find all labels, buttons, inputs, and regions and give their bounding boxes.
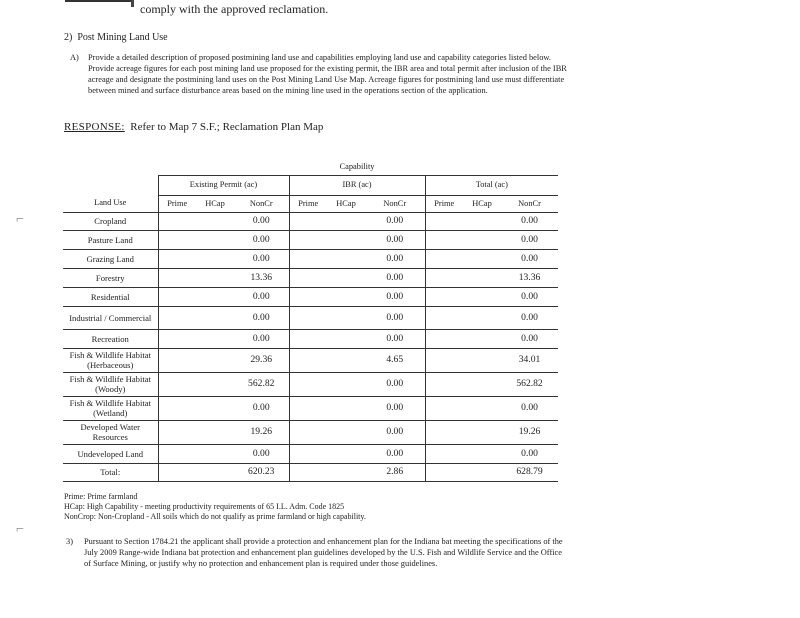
scan-mark: ⌐: [16, 522, 24, 537]
hcap-cell: [327, 212, 365, 230]
item-a-label: A): [70, 53, 79, 62]
hcap-cell: [196, 372, 234, 396]
group-header-ibr: IBR (ac): [289, 175, 425, 195]
ibr-noncr-cell: 0.00: [365, 372, 425, 396]
land-use-cell: Forestry: [63, 268, 158, 287]
land-use-cell: Grazing Land: [63, 249, 158, 268]
total-noncr-cell: 0.00: [501, 396, 558, 420]
prime-cell: [425, 230, 463, 249]
ibr-noncr-cell: 4.65: [365, 348, 425, 372]
ibr-noncr-cell: 0.00: [365, 306, 425, 329]
existing-noncr-cell: 0.00: [234, 230, 289, 249]
prime-cell: [158, 420, 196, 444]
total-noncr-cell: 562.82: [501, 372, 558, 396]
response-text: Refer to Map 7 S.F.; Reclamation Plan Map: [130, 121, 324, 133]
hcap-cell: [463, 396, 501, 420]
existing-noncr-cell: 620.23: [234, 463, 289, 481]
section-title: Post Mining Land Use: [77, 32, 168, 43]
hcap-cell: [463, 268, 501, 287]
existing-noncr-cell: 29.36: [234, 348, 289, 372]
note-hcap: HCap: High Capability - meeting productivity requirements of 65 I.L. Adm. Code 1825: [64, 502, 345, 511]
prime-cell: [158, 396, 196, 420]
table-row: [63, 329, 558, 348]
existing-noncr-cell: 0.00: [234, 329, 289, 348]
existing-noncr-cell: 562.82: [234, 372, 289, 396]
group-header-existing: Existing Permit (ac): [158, 175, 289, 195]
existing-noncr-cell: 0.00: [234, 249, 289, 268]
prime-cell: [158, 463, 196, 481]
ibr-noncr-cell: 0.00: [365, 268, 425, 287]
prime-cell: [289, 329, 327, 348]
total-noncr-cell: 0.00: [501, 230, 558, 249]
hcap-cell: [463, 287, 501, 306]
hcap-cell: [196, 420, 234, 444]
sub-header-prime: Prime: [289, 195, 327, 212]
hcap-cell: [463, 463, 501, 481]
response-label: RESPONSE:: [64, 121, 125, 133]
total-noncr-cell: 0.00: [501, 287, 558, 306]
prime-cell: [158, 348, 196, 372]
item-3-text: Pursuant to Section 1784.21 the applicant shall provide a protection and enhancement plan for the Indiana bat meeting the specifications of the July 2009 Range-wide Indiana bat protection and enhancement plan guidelines developed by the U.S. Fish and Wildlife Service and the Office of Surface Mining, or justify why no protection and enhancement plan is required under those guidelines.: [84, 537, 563, 568]
header-continuation: comply with the approved reclamation.: [140, 2, 329, 16]
table-row: [63, 287, 558, 306]
hcap-cell: [463, 372, 501, 396]
hcap-cell: [327, 372, 365, 396]
section-heading: [64, 32, 168, 43]
table-row: [63, 463, 558, 481]
hcap-cell: [327, 329, 365, 348]
prime-cell: [425, 420, 463, 444]
prime-cell: [158, 329, 196, 348]
ibr-noncr-cell: 0.00: [365, 212, 425, 230]
hcap-cell: [463, 306, 501, 329]
land-use-header: Land Use: [63, 195, 158, 212]
prime-cell: [425, 463, 463, 481]
table-row: [63, 372, 558, 396]
prime-cell: [158, 212, 196, 230]
existing-noncr-cell: 13.36: [234, 268, 289, 287]
section-number: 2): [64, 32, 73, 43]
hcap-cell: [327, 249, 365, 268]
prime-cell: [158, 268, 196, 287]
existing-noncr-cell: 0.00: [234, 444, 289, 463]
existing-noncr-cell: 0.00: [234, 212, 289, 230]
hcap-cell: [196, 212, 234, 230]
hcap-cell: [327, 396, 365, 420]
item-a-text: Provide a detailed description of proposed postmining land use and capabilities employing land use and capability categories listed below. Provide acreage figures for each post mining land use proposed for the existing permit, the IBR area and total permit after inclusion of the IBR acreage and designate the postmining land uses on the Post Mining Land Use Map. Acreage figures for postmining land use must differentiate between mined and surface disturbance areas based on the mining line used in the operations section of the application.: [88, 53, 567, 95]
hcap-cell: [463, 249, 501, 268]
prime-cell: [425, 444, 463, 463]
land-use-cell: Industrial / Commercial: [63, 306, 158, 329]
total-noncr-cell: 13.36: [501, 268, 558, 287]
table-row: [63, 396, 558, 420]
land-use-cell: Fish & Wildlife Habitat (Wetland): [63, 396, 158, 420]
prime-cell: [158, 444, 196, 463]
table-row: [63, 249, 558, 268]
note-prime: Prime: Prime farmland: [64, 492, 138, 501]
land-use-cell: Pasture Land: [63, 230, 158, 249]
scan-mark: ⌐: [16, 212, 24, 227]
sub-header-prime: Prime: [425, 195, 463, 212]
hcap-cell: [327, 444, 365, 463]
hcap-cell: [463, 420, 501, 444]
existing-noncr-cell: 0.00: [234, 396, 289, 420]
table-row: [63, 306, 558, 329]
prime-cell: [289, 420, 327, 444]
total-noncr-cell: 0.00: [501, 212, 558, 230]
note-noncrop: NonCrop: Non-Cropland - All soils which do not qualify as prime farmland or high capability.: [64, 512, 366, 521]
total-noncr-cell: 34.01: [501, 348, 558, 372]
prime-cell: [289, 212, 327, 230]
group-header-total: Total (ac): [425, 175, 558, 195]
total-noncr-cell: 19.26: [501, 420, 558, 444]
hcap-cell: [463, 329, 501, 348]
table-row: [63, 268, 558, 287]
header-rule-tick: [131, 0, 134, 7]
total-noncr-cell: 0.00: [501, 306, 558, 329]
hcap-cell: [196, 230, 234, 249]
item-3-number: 3): [66, 537, 73, 546]
hcap-cell: [196, 249, 234, 268]
hcap-cell: [327, 268, 365, 287]
prime-cell: [289, 463, 327, 481]
total-noncr-cell: 0.00: [501, 249, 558, 268]
hcap-cell: [196, 329, 234, 348]
land-use-cell: Recreation: [63, 329, 158, 348]
sub-header-noncr: NonCr: [501, 195, 558, 212]
hcap-cell: [463, 444, 501, 463]
capability-table: [63, 159, 558, 482]
header-rule: [65, 0, 131, 7]
sub-header-prime: Prime: [158, 195, 196, 212]
table-row: [63, 420, 558, 444]
prime-cell: [158, 287, 196, 306]
prime-cell: [289, 287, 327, 306]
prime-cell: [425, 372, 463, 396]
prime-cell: [289, 348, 327, 372]
ibr-noncr-cell: 0.00: [365, 444, 425, 463]
hcap-cell: [196, 444, 234, 463]
prime-cell: [289, 306, 327, 329]
land-use-cell: Cropland: [63, 212, 158, 230]
hcap-cell: [327, 287, 365, 306]
hcap-cell: [327, 420, 365, 444]
prime-cell: [425, 268, 463, 287]
existing-noncr-cell: 0.00: [234, 306, 289, 329]
ibr-noncr-cell: 0.00: [365, 230, 425, 249]
table-row: [63, 230, 558, 249]
prime-cell: [289, 396, 327, 420]
prime-cell: [289, 268, 327, 287]
sub-header-noncr: NonCr: [234, 195, 289, 212]
hcap-cell: [196, 268, 234, 287]
prime-cell: [158, 306, 196, 329]
hcap-cell: [463, 230, 501, 249]
ibr-noncr-cell: 2.86: [365, 463, 425, 481]
prime-cell: [289, 230, 327, 249]
prime-cell: [425, 287, 463, 306]
prime-cell: [425, 306, 463, 329]
prime-cell: [425, 249, 463, 268]
land-use-cell: Total:: [63, 463, 158, 481]
land-use-cell: Fish & Wildlife Habitat (Herbaceous): [63, 348, 158, 372]
hcap-cell: [327, 230, 365, 249]
capability-header: Capability: [339, 161, 375, 171]
prime-cell: [158, 230, 196, 249]
response-line: [64, 121, 323, 133]
land-use-cell: Fish & Wildlife Habitat (Woody): [63, 372, 158, 396]
total-noncr-cell: 628.79: [501, 463, 558, 481]
prime-cell: [289, 444, 327, 463]
hcap-cell: [196, 287, 234, 306]
hcap-cell: [327, 348, 365, 372]
total-noncr-cell: 0.00: [501, 329, 558, 348]
hcap-cell: [196, 463, 234, 481]
existing-noncr-cell: 0.00: [234, 287, 289, 306]
table-row: [63, 212, 558, 230]
hcap-cell: [196, 396, 234, 420]
table-row: [63, 444, 558, 463]
hcap-cell: [463, 348, 501, 372]
land-use-cell: Residential: [63, 287, 158, 306]
prime-cell: [425, 396, 463, 420]
ibr-noncr-cell: 0.00: [365, 396, 425, 420]
prime-cell: [158, 372, 196, 396]
hcap-cell: [196, 306, 234, 329]
land-use-cell: Undeveloped Land: [63, 444, 158, 463]
hcap-cell: [463, 212, 501, 230]
total-noncr-cell: 0.00: [501, 444, 558, 463]
ibr-noncr-cell: 0.00: [365, 420, 425, 444]
ibr-noncr-cell: 0.00: [365, 329, 425, 348]
sub-header-hcap: HCap: [327, 195, 365, 212]
hcap-cell: [327, 306, 365, 329]
hcap-cell: [196, 348, 234, 372]
prime-cell: [425, 329, 463, 348]
sub-header-noncr: NonCr: [365, 195, 425, 212]
ibr-noncr-cell: 0.00: [365, 287, 425, 306]
sub-header-hcap: HCap: [463, 195, 501, 212]
prime-cell: [289, 249, 327, 268]
prime-cell: [289, 372, 327, 396]
hcap-cell: [327, 463, 365, 481]
existing-noncr-cell: 19.26: [234, 420, 289, 444]
sub-header-hcap: HCap: [196, 195, 234, 212]
prime-cell: [425, 348, 463, 372]
ibr-noncr-cell: 0.00: [365, 249, 425, 268]
prime-cell: [425, 212, 463, 230]
prime-cell: [158, 249, 196, 268]
land-use-cell: Developed Water Resources: [63, 420, 158, 444]
table-body: [63, 212, 558, 481]
table-row: [63, 348, 558, 372]
